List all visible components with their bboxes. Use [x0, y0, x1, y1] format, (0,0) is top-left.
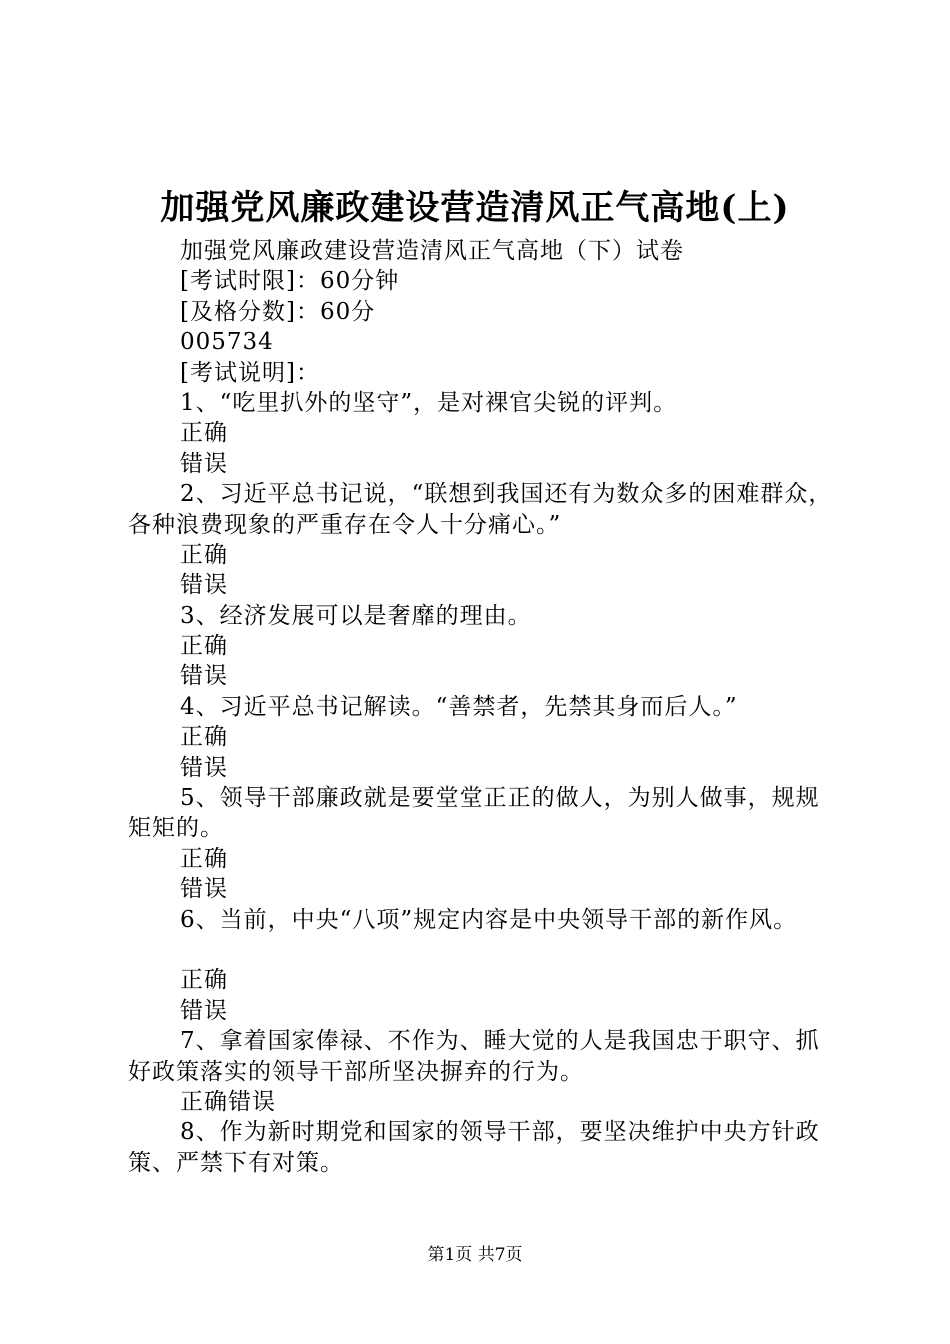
document-title: 加强党风廉政建设营造清风正气高地(上) — [160, 188, 790, 228]
exam-passing-score: [及格分数]：60分 — [180, 298, 376, 325]
question-6-option-correct: 正确 — [180, 967, 228, 994]
question-7-options: 正确错误 — [180, 1088, 276, 1115]
question-6: 6、当前，中央“八项”规定内容是中央领导干部的新作风。 — [180, 906, 798, 933]
blank-line — [128, 935, 838, 965]
question-2-option-correct: 正确 — [180, 541, 228, 568]
question-4: 4、习近平总书记解读。“善禁者，先禁其身而后人。” — [180, 693, 738, 720]
question-5-option-correct: 正确 — [180, 845, 228, 872]
exam-instructions: [考试说明]： — [180, 359, 320, 386]
question-5-option-wrong: 错误 — [180, 876, 228, 903]
question-4-option-correct: 正确 — [180, 724, 228, 751]
document-body — [128, 236, 838, 1178]
question-1-option-wrong: 错误 — [180, 450, 228, 477]
question-7: 7、拿着国家俸禄、不作为、睡大觉的人是我国忠于职守、抓好政策落实的领导干部所坚决摒弃的行为。 — [128, 1028, 820, 1085]
exam-time-limit: [考试时限]：60分钟 — [180, 268, 400, 295]
question-1: 1、“吃里扒外的坚守”，是对裸官尖锐的评判。 — [180, 389, 678, 416]
question-5: 5、领导干部廉政就是要堂堂正正的做人，为别人做事，规规矩矩的。 — [128, 785, 820, 842]
question-2: 2、习近平总书记说，“联想到我国还有为数众多的困难群众，各种浪费现象的严重存在令人十分痛心。” — [128, 481, 833, 538]
question-3-option-correct: 正确 — [180, 633, 228, 660]
exam-subtitle: 加强党风廉政建设营造清风正气高地（下）试卷 — [180, 238, 684, 264]
question-6-option-wrong: 错误 — [180, 997, 228, 1024]
page-footer: 第1页 共7页 — [427, 1245, 523, 1265]
exam-code: 005734 — [180, 329, 274, 356]
question-1-option-correct: 正确 — [180, 420, 228, 447]
question-8: 8、作为新时期党和国家的领导干部，要坚决维护中央方针政策、严禁下有对策。 — [128, 1119, 820, 1176]
question-3: 3、经济发展可以是奢靡的理由。 — [180, 602, 532, 629]
question-2-option-wrong: 错误 — [180, 572, 228, 599]
question-3-option-wrong: 错误 — [180, 663, 228, 690]
question-4-option-wrong: 错误 — [180, 754, 228, 781]
